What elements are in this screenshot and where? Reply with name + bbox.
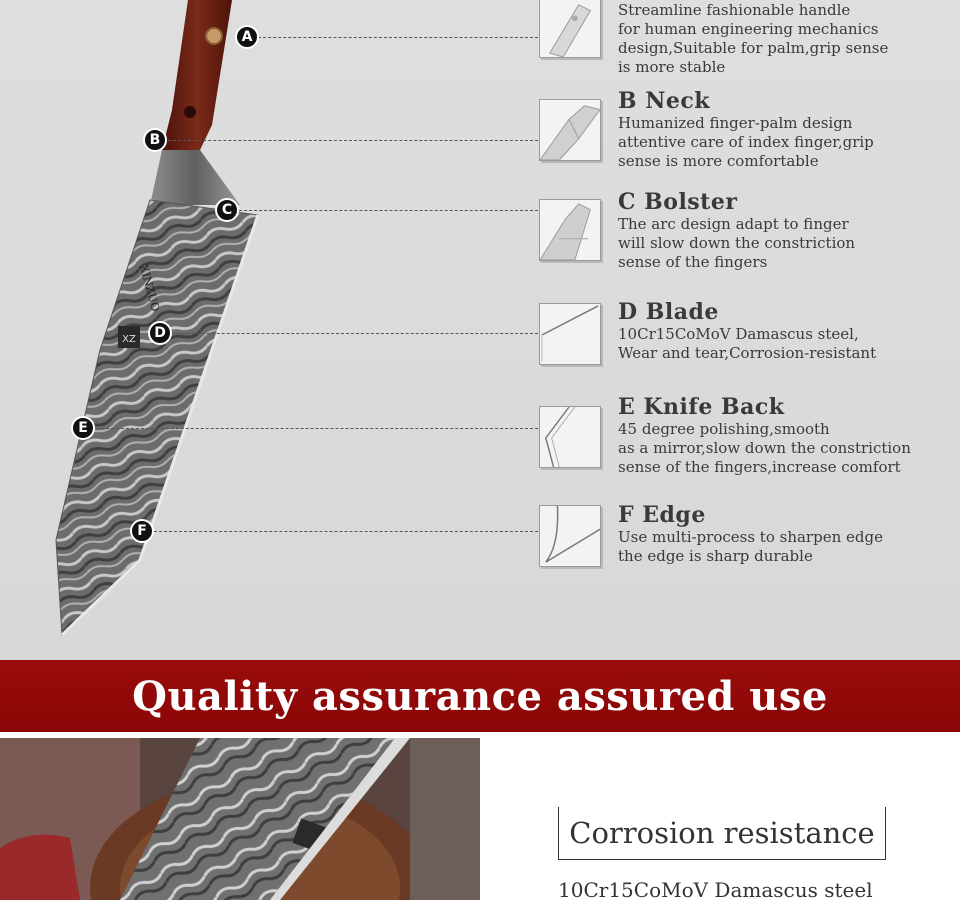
marker-d: D xyxy=(148,321,172,345)
leader-line-d xyxy=(172,333,538,334)
knife-bolster xyxy=(150,150,240,205)
marker-f: F xyxy=(130,519,154,543)
corrosion-desc: 10Cr15CoMoV Damascus steel xyxy=(558,878,873,900)
leader-line-c xyxy=(239,210,538,211)
marker-c: C xyxy=(215,198,239,222)
quality-banner xyxy=(0,660,960,732)
knife-illustration xyxy=(0,0,540,660)
knife-handle xyxy=(162,0,232,150)
feature-bolster-desc: The arc design adapt to finger will slow down the constriction sense of the fingers xyxy=(618,215,856,271)
knife-back-thumbnail-icon xyxy=(539,406,601,468)
corrosion-heading-box xyxy=(558,807,886,860)
corrosion-section xyxy=(0,732,960,900)
edge-thumbnail-icon xyxy=(539,505,601,567)
feature-edge-desc: Use multi-process to sharpen edge the edge is sharp durable xyxy=(618,528,883,565)
feature-handle-desc: Streamline fashionable handle for human engineering mechanics design,Suitable for palm,grip sense is more stable xyxy=(618,1,889,76)
neck-thumbnail-icon xyxy=(539,99,601,161)
feature-knife-back-title: E Knife Back xyxy=(618,394,785,420)
feature-bolster-title: C Bolster xyxy=(618,189,738,215)
feature-bolster xyxy=(618,189,948,272)
marker-b: B xyxy=(143,128,167,152)
blade-brand-text: XINZUO xyxy=(137,263,163,313)
feature-blade-title: D Blade xyxy=(618,299,719,325)
quality-banner-title: Quality assurance assured use xyxy=(132,672,828,720)
handle-mosaic-pin xyxy=(206,28,222,44)
corrosion-title: Corrosion resistance xyxy=(569,816,875,850)
blade-thumbnail-icon xyxy=(539,303,601,365)
knife-product-photo xyxy=(0,738,480,900)
feature-neck-title: B Neck xyxy=(618,88,710,114)
feature-knife-back-desc: 45 degree polishing,smooth as a mirror,slow down the constriction sense of the fingers,increase comfort xyxy=(618,420,911,476)
feature-edge-title: F Edge xyxy=(618,502,706,528)
feature-blade-desc: 10Cr15CoMoV Damascus steel, Wear and tear,Corrosion-resistant xyxy=(618,325,877,362)
marker-e: E xyxy=(71,416,95,440)
feature-handle xyxy=(618,1,948,77)
handle-rivet xyxy=(184,106,196,118)
feature-edge xyxy=(618,502,948,566)
svg-text:XZ: XZ xyxy=(122,334,136,345)
feature-knife-back xyxy=(618,394,948,477)
leader-line-e xyxy=(96,428,538,429)
handle-thumbnail-icon xyxy=(539,0,601,58)
marker-a: A xyxy=(235,25,259,49)
feature-blade xyxy=(618,299,948,363)
bolster-thumbnail-icon xyxy=(539,199,601,261)
feature-neck-desc: Humanized finger-palm design attentive care of index finger,grip sense is more comfortable xyxy=(618,114,874,170)
leader-line-a xyxy=(258,37,538,38)
feature-neck xyxy=(618,88,948,171)
leader-line-f xyxy=(154,531,538,532)
leader-line-b xyxy=(168,140,538,141)
